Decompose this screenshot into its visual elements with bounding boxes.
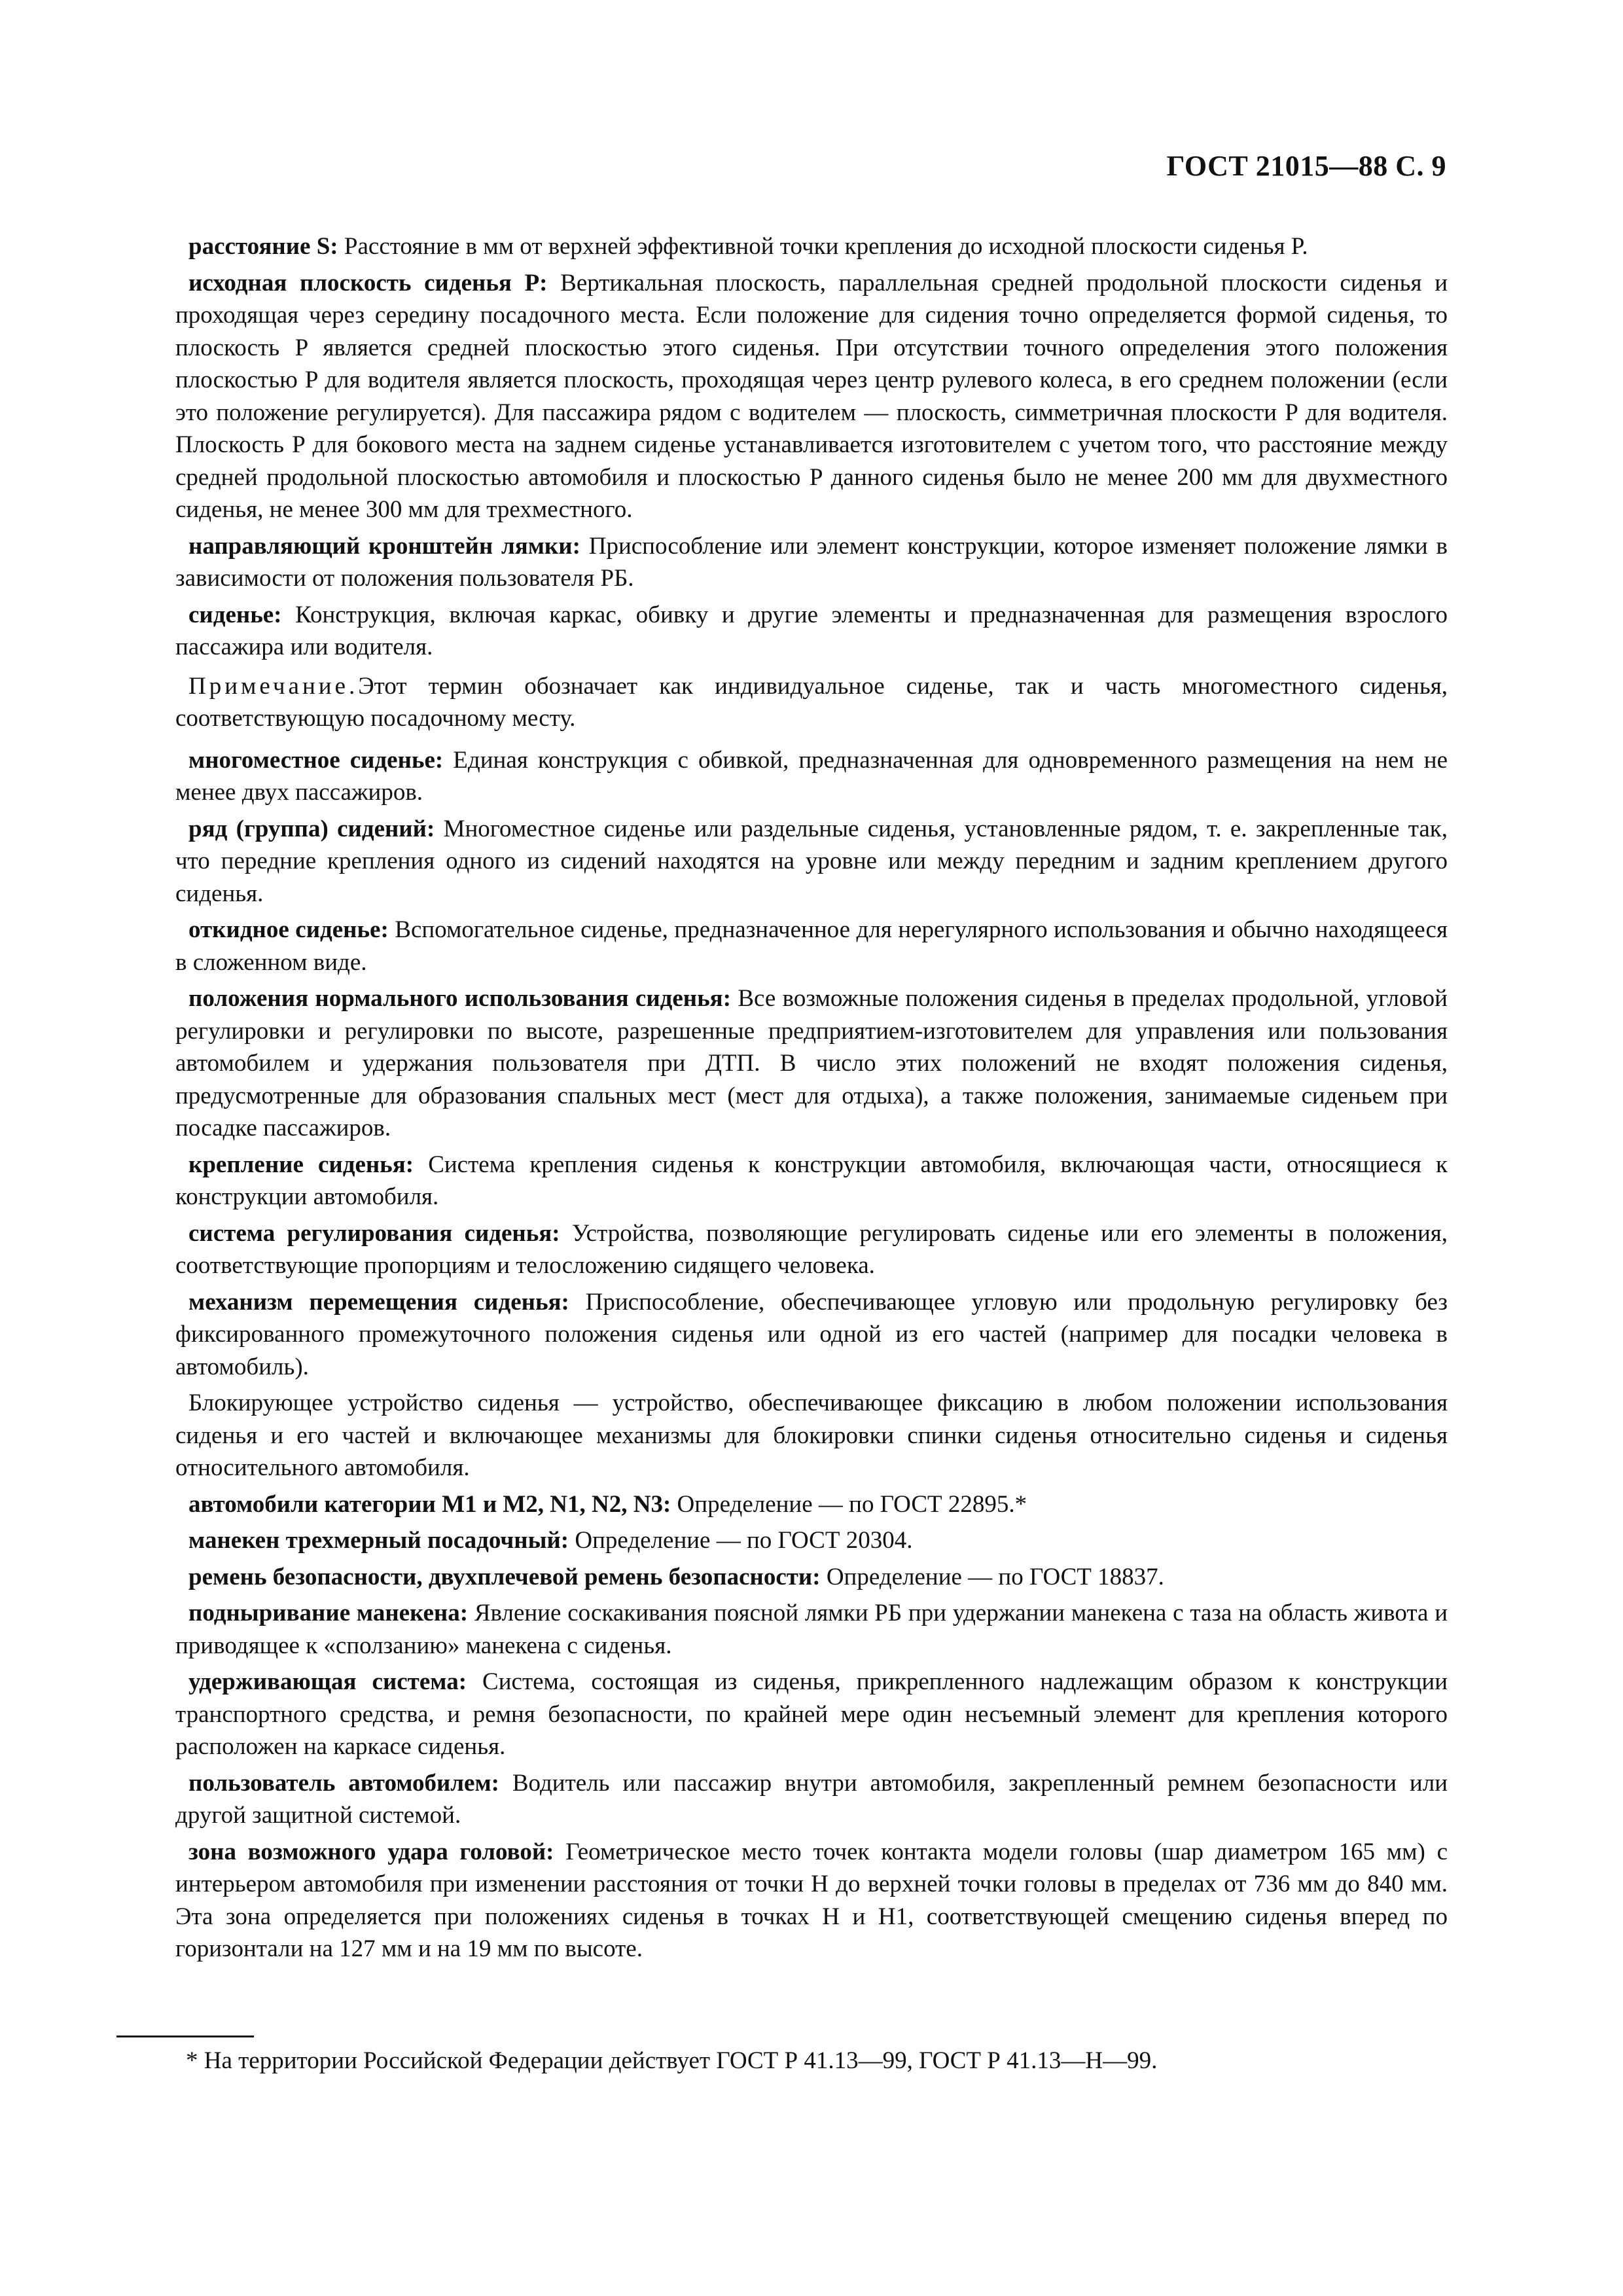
definition-term: положения нормального использования сиденья: [188,985,732,1012]
definition-term: зона возможного удара головой: [188,1838,554,1865]
definition-paragraph [175,230,1448,263]
definition-text: Система, состоящая из сиденья, прикрепленного надлежащим образом к конструкции транспортного средства, и ремня безопасности, по крайней мере один несъемный элемент для крепления которого расположен на каркасе сиденья. [175,1668,1448,1760]
definition-text: Единая конструкция с обивкой, предназначенная для одновременного размещения на нем не менее двух пассажиров. [175,746,1448,806]
definition-text: Определение — по ГОСТ 18837. [820,1563,1164,1590]
plain-paragraph [175,1387,1448,1484]
footnote: * На территории Российской Федерации действует ГОСТ Р 41.13—99, ГОСТ Р 41.13—Н—99. [186,2047,1158,2074]
definition-paragraph [175,1286,1448,1384]
definition-paragraph [175,744,1448,809]
definition-paragraph [175,267,1448,526]
definition-text: Система крепления сиденья к конструкции автомобиля, включающая части, относящиеся к конструкции автомобиля. [175,1151,1448,1210]
definition-term: механизм перемещения сиденья: [188,1288,569,1316]
paragraph-text: Блокирующее устройство сиденья — устройство, обеспечивающее фиксацию в любом положении использования сиденья и его частей и включающее механизмы для блокировки спинки сиденья относительно сиденья и сиденья относительного автомобиля. [175,1390,1448,1481]
definition-text: Конструкция, включая каркас, обивку и другие элементы и предназначенная для размещения взрослого пассажира или водителя. [175,601,1448,660]
definition-text: Расстояние в мм от верхней эффективной точки крепления до исходной плоскости сиденья P. [338,233,1308,260]
definition-text: Явление соскакивания поясной лямки РБ при удержании манекена с таза на область живота и приводящее к «сползанию» манекена с сиденья. [175,1600,1448,1659]
definition-text: Вертикальная плоскость, параллельная средней продольной плоскости сиденья и проходящая через середину посадочного места. Если положение для сидения точно определяется формой сиденья, то плоскость P является средней плоскостью этого сиденья. При отсутствии точного определения этого положения плоскостью P для водителя является плоскость, проходящая через центр рулевого колеса, в его среднем положении (если это положение регулируется). Для пассажира рядом с водителем — плоскость, симметричная плоскости P для водителя. Плоскость P для бокового места на заднем сиденье устанавливается изготовителем с учетом того, что расстояние между средней продольной плоскостью автомобиля и плоскостью P данного сиденья было не менее 200 мм для двухместного сиденья, не менее 300 мм для трехместного. [175,269,1448,523]
definition-paragraph [175,1666,1448,1763]
definition-term: ряд (группа) сидений: [188,815,435,842]
definition-term: многоместное сиденье: [188,746,444,774]
definition-paragraph [175,599,1448,664]
footnote-divider [116,2036,254,2037]
definition-text: Определение — по ГОСТ 22895.* [671,1490,1027,1518]
definition-paragraph [175,1767,1448,1832]
definition-term: откидное сиденье: [188,916,389,943]
definition-text: Приспособление или элемент конструкции, которое изменяет положение лямки в зависимости от положения пользователя РБ. [175,532,1448,592]
definition-term: манекен трехмерный посадочный: [188,1527,569,1554]
definition-term: автомобили категории M1 и M2, N1, N2, N3: [188,1490,671,1518]
definition-paragraph [175,982,1448,1145]
definition-term: подныривание манекена: [188,1600,469,1626]
definition-paragraph [175,1217,1448,1282]
definition-text: Многоместное сиденье или раздельные сиденья, установленные рядом, т. е. закрепленные так, что передние крепления одного из сидений находятся на уровне или между передним и задним креплением другого сиденья. [175,815,1448,907]
definition-paragraph [175,530,1448,595]
definition-text: Устройства, позволяющие регулировать сиденье или его элементы в положения, соответствующие пропорциям и телосложению сидящего человека. [175,1219,1448,1279]
definition-paragraph [175,1149,1448,1213]
definition-paragraph [175,1524,1448,1557]
definition-term: крепление сиденья: [188,1151,414,1178]
definition-paragraph [175,1488,1448,1521]
definition-text: Водитель или пассажир внутри автомобиля, закрепленный ремнем безопасности или другой защитной системой. [175,1769,1448,1829]
note-text: Этот термин обозначает как индивидуальное сиденье, так и часть многоместного сиденья, соответствующую посадочному месту. [175,672,1448,732]
definition-text: Приспособление, обеспечивающее угловую или продольную регулировку без фиксированного промежуточного положения сиденья или одной из его частей (например для посадки человека в автомобиль). [175,1288,1448,1380]
definition-paragraph [175,1597,1448,1662]
note-paragraph [175,670,1448,735]
definition-text: Определение — по ГОСТ 20304. [569,1527,913,1554]
definition-paragraph [175,1836,1448,1965]
definition-text: Вспомогательное сиденье, предназначенное для нерегулярного использования и обычно находящееся в сложенном виде. [175,916,1448,976]
definition-term: пользователь автомобилем: [188,1769,499,1797]
definition-term: сиденье: [188,601,282,628]
definition-term: удерживающая система: [188,1668,467,1695]
definition-paragraph [175,914,1448,978]
definition-text: Геометрическое место точек контакта модели головы (шар диаметром 165 мм) с интерьером автомобиля при изменении расстояния от точки H до верхней точки головы в пределах от 736 мм до 840 мм. Эта зона определяется при положениях сиденья в точках H и H1, соответствующей смещению сиденья вперед по горизонтали на 127 мм и на 19 мм по высоте. [175,1838,1448,1962]
definition-term: направляющий кронштейн лямки: [188,532,580,560]
note-label: Примечание. [188,672,359,700]
definition-term: ремень безопасности, двухплечевой ремень безопасности: [188,1563,821,1590]
definition-term: расстояние S: [188,233,338,260]
definition-term: исходная плоскость сиденья P: [188,269,548,296]
definition-term: система регулирования сиденья: [188,1219,560,1247]
definition-paragraph [175,1561,1448,1594]
page-header: ГОСТ 21015—88 С. 9 [1166,150,1446,182]
definition-paragraph [175,813,1448,910]
document-body [175,230,1448,1969]
definition-text: Все возможные положения сиденья в пределах продольной, угловой регулировки и регулировки по высоте, разрешенные предприятием-изготовителем для управления или пользования автомобилем и удержания пользователя при ДТП. В число этих положений не входят положения сиденья, предусмотренные для образования спальных мест (мест для отдыха), а также положения, занимаемые сиденьем при посадке пассажиров. [175,985,1448,1141]
